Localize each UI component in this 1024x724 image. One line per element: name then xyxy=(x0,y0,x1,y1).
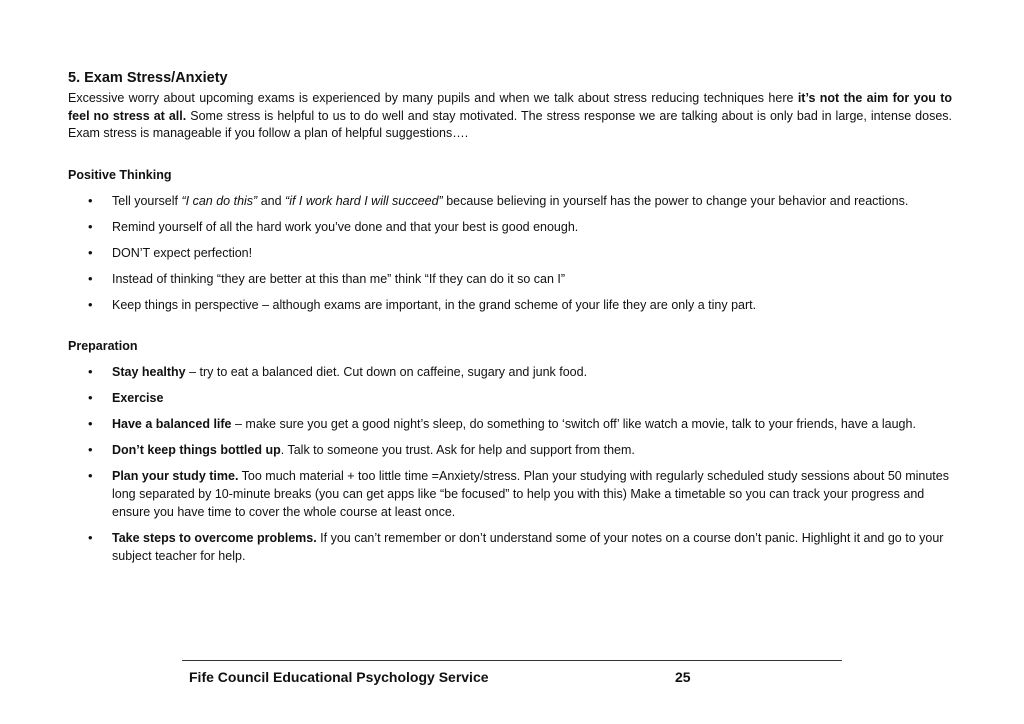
list-item-italic: “I can do this” xyxy=(181,193,258,208)
list-item xyxy=(68,389,952,407)
intro-text-2: Some stress is helpful to us to do well and stay motivated. The stress response we are talking about is only bad in large, intense doses. Exam stress is manageable if you follow a plan of helpful suggestions…. xyxy=(68,108,952,140)
list-item: • Keep things in perspective – although exams are important, in the grand scheme of your life they are only a tiny part. xyxy=(68,296,952,314)
list-item-bold: Have a balanced life xyxy=(112,416,232,431)
intro-text-1: Excessive worry about upcoming exams is experienced by many pupils and when we talk about stress reducing techniques here xyxy=(68,91,798,105)
document-page xyxy=(68,69,952,565)
list-item-bold: Don’t keep things bottled up xyxy=(112,442,281,457)
footer-divider xyxy=(182,660,842,661)
list-item-bold: Plan your study time. xyxy=(112,468,239,483)
list-item-text: – make sure you get a good night’s sleep, do something to ‘switch off’ like watch a movie, talk to your friends, have a laugh. xyxy=(231,416,916,431)
list-item-bold: Exercise xyxy=(112,390,164,405)
page-number: 25 xyxy=(675,669,691,685)
list-item-text: – try to eat a balanced diet. Cut down on caffeine, sugary and junk food. xyxy=(185,364,588,379)
list-item-bold: Stay healthy xyxy=(112,364,186,379)
intro-bold-text: it’s not the aim for you to feel no stress at all. xyxy=(68,91,952,123)
list-item xyxy=(68,467,952,521)
list-item xyxy=(68,363,952,381)
list-item-italic: “if I work hard I will succeed” xyxy=(285,193,443,208)
list-item-text: Tell yourself xyxy=(112,193,182,208)
intro-paragraph xyxy=(68,90,952,143)
list-item-text: and xyxy=(257,193,286,208)
list-item-text: If you can’t remember or don’t understand some of your notes on a course don’t panic. Highlight it and go to your subject teacher for help. xyxy=(112,530,944,563)
list-item-text: because believing in yourself has the power to change your behavior and reactions. xyxy=(442,193,909,208)
list-item xyxy=(68,192,952,210)
list-item xyxy=(68,441,952,459)
section-heading: 5. Exam Stress/Anxiety xyxy=(68,70,228,86)
list-item: • Remind yourself of all the hard work you’ve done and that your best is good enough. xyxy=(68,218,952,236)
list-item xyxy=(68,529,952,565)
list-item: • Instead of thinking “they are better at this than me” think “If they can do it so can I” xyxy=(68,270,952,288)
list-item-bold: Take steps to overcome problems. xyxy=(112,530,317,545)
preparation-list xyxy=(68,363,952,565)
list-item: • DON’T expect perfection! xyxy=(68,244,952,262)
footer-organisation: Fife Council Educational Psychology Service xyxy=(189,669,489,685)
list-item-text: Too much material + too little time =Anxiety/stress. Plan your studying with regularly scheduled study sessions about 50 minutes long separated by 10-minute breaks (you can get apps like “be focused” to help you with this) Make a timetable so you can track your progress and ensure you have time to cover the whole course at least once. xyxy=(112,468,949,519)
positive-thinking-list xyxy=(68,192,952,314)
positive-thinking-heading: Positive Thinking xyxy=(68,167,172,182)
preparation-heading: Preparation xyxy=(68,338,138,353)
list-item-text: . Talk to someone you trust. Ask for help and support from them. xyxy=(280,442,635,457)
list-item xyxy=(68,415,952,433)
